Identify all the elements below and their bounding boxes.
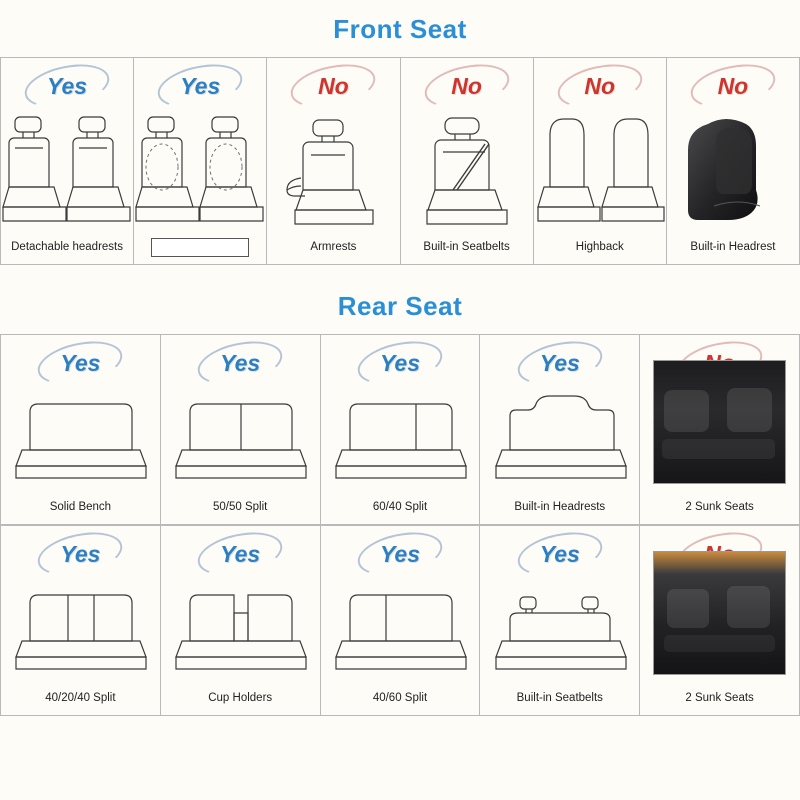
rear-caption-6040-split: 60/40 Split bbox=[372, 501, 428, 513]
bench-5050-icon bbox=[170, 390, 310, 490]
rear-caption-built-in-seatbelts: Built-in Seatbelts bbox=[516, 692, 603, 704]
verdict-badge bbox=[197, 534, 283, 574]
bench-6040-icon bbox=[330, 390, 470, 490]
verdict-label: Yes bbox=[539, 349, 580, 376]
rear-art-4060-split bbox=[321, 526, 480, 681]
seat-built-in-seatbelt-icon bbox=[407, 110, 527, 230]
bench-built-in-seatbelts-icon bbox=[490, 581, 630, 681]
rear-art-6040-split bbox=[321, 335, 480, 490]
verdict-ring-icon bbox=[354, 335, 446, 392]
rear-art-402040-split bbox=[1, 526, 160, 681]
verdict-label: Yes bbox=[220, 349, 261, 376]
seat-pair-highback-icon bbox=[534, 105, 666, 230]
verdict-badge bbox=[157, 66, 243, 106]
front-caption-built-in-seatbelts: Built-in Seatbelts bbox=[423, 241, 510, 253]
verdict-ring-icon bbox=[194, 335, 286, 392]
verdict-label: No bbox=[451, 72, 482, 99]
rear-seat-grid-row2 bbox=[0, 525, 800, 716]
rear-cell-4060-split[interactable] bbox=[321, 526, 481, 716]
verdict-badge bbox=[517, 534, 603, 574]
bench-cup-holders-icon bbox=[170, 581, 310, 681]
rear-seat-title: Rear Seat bbox=[337, 291, 463, 321]
front-caption-built-in-headrest: Built-in Headrest bbox=[690, 241, 776, 253]
front-art-airbag bbox=[134, 58, 266, 230]
verdict-badge bbox=[357, 343, 443, 383]
verdict-ring-icon bbox=[514, 526, 606, 583]
verdict-ring-icon bbox=[194, 526, 286, 583]
verdict-label: Yes bbox=[47, 72, 88, 99]
verdict-ring-icon bbox=[687, 58, 779, 115]
rear-caption-built-in-headrests: Built-in Headrests bbox=[514, 501, 606, 513]
verdict-label: Yes bbox=[379, 540, 421, 567]
rear-cell-6040-split[interactable] bbox=[321, 335, 481, 525]
verdict-label: Yes bbox=[60, 349, 101, 376]
verdict-label: No bbox=[584, 72, 616, 99]
photo-dark-seat bbox=[678, 110, 788, 230]
verdict-label: No bbox=[717, 72, 749, 99]
verdict-badge bbox=[290, 66, 376, 106]
rear-cell-2-sunk-seats-2[interactable] bbox=[640, 526, 800, 716]
rear-caption-solid-bench: Solid Bench bbox=[49, 501, 112, 513]
front-art-armrests bbox=[267, 58, 399, 230]
front-art-highback bbox=[534, 58, 666, 230]
verdict-badge bbox=[37, 343, 123, 383]
rear-caption-2-sunk-seats-2: 2 Sunk Seats bbox=[685, 692, 754, 704]
rear-cell-built-in-seatbelts[interactable] bbox=[480, 526, 640, 716]
rear-cell-5050-split[interactable] bbox=[161, 335, 321, 525]
rear-seat-grid-row1 bbox=[0, 334, 800, 525]
rear-caption-4060-split: 40/60 Split bbox=[372, 692, 428, 704]
bench-402040-icon bbox=[10, 581, 150, 681]
rear-art-solid-bench bbox=[1, 335, 160, 490]
rear-cell-cup-holders[interactable] bbox=[161, 526, 321, 716]
verdict-label: No bbox=[318, 72, 349, 99]
rear-caption-2-sunk-seats-1: 2 Sunk Seats bbox=[685, 501, 754, 513]
verdict-badge bbox=[197, 343, 283, 383]
verdict-ring-icon bbox=[420, 58, 512, 115]
bench-solid-icon bbox=[10, 390, 150, 490]
photo-rear-car-2 bbox=[653, 551, 786, 675]
verdict-badge bbox=[37, 534, 123, 574]
front-art-detachable-headrests bbox=[1, 58, 133, 230]
verdict-label: Yes bbox=[539, 540, 580, 567]
verdict-badge bbox=[24, 66, 110, 106]
rear-caption-cup-holders: Cup Holders bbox=[208, 692, 273, 704]
verdict-badge bbox=[424, 66, 510, 106]
front-cell-built-in-seatbelts[interactable] bbox=[401, 58, 534, 265]
bench-4060-icon bbox=[330, 581, 470, 681]
rear-art-5050-split bbox=[161, 335, 320, 490]
front-art-built-in-seatbelts bbox=[401, 58, 533, 230]
verdict-label: Yes bbox=[379, 349, 421, 376]
bench-built-in-headrests-icon bbox=[490, 390, 630, 490]
rear-caption-402040-split: 40/20/40 Split bbox=[45, 692, 116, 704]
verdict-ring-icon bbox=[354, 526, 446, 583]
front-cell-highback[interactable] bbox=[534, 58, 667, 265]
rear-caption-5050-split: 50/50 Split bbox=[213, 501, 268, 513]
rear-cell-402040-split[interactable] bbox=[1, 526, 161, 716]
seat-armrest-icon bbox=[273, 110, 393, 230]
rear-cell-solid-bench[interactable] bbox=[1, 335, 161, 525]
rear-cell-2-sunk-seats-1[interactable] bbox=[640, 335, 800, 525]
verdict-badge bbox=[357, 534, 443, 574]
photo-rear-car-1 bbox=[653, 360, 786, 484]
verdict-ring-icon bbox=[34, 526, 126, 583]
verdict-ring-icon bbox=[34, 335, 126, 392]
verdict-badge bbox=[517, 343, 603, 383]
blank-label-box bbox=[151, 238, 249, 257]
front-caption-detachable-headrests: Detachable headrests bbox=[11, 241, 124, 253]
front-caption-highback: Highback bbox=[575, 241, 624, 253]
rear-art-2-sunk-seats-2 bbox=[640, 526, 799, 681]
seat-pair-airbag-icon bbox=[134, 105, 266, 230]
front-caption-armrests: Armrests bbox=[310, 241, 357, 253]
verdict-label: Yes bbox=[220, 540, 261, 567]
verdict-badge bbox=[690, 66, 776, 106]
rear-art-2-sunk-seats-1 bbox=[640, 335, 799, 490]
rear-art-built-in-headrests bbox=[480, 335, 639, 490]
seat-pair-detachable-icon bbox=[1, 105, 133, 230]
front-cell-detachable-headrests[interactable] bbox=[1, 58, 134, 265]
front-cell-built-in-headrest[interactable] bbox=[667, 58, 800, 265]
front-seat-title: Front Seat bbox=[333, 14, 467, 44]
front-cell-armrests[interactable] bbox=[267, 58, 400, 265]
front-art-built-in-headrest bbox=[667, 58, 799, 230]
rear-cell-built-in-headrests[interactable] bbox=[480, 335, 640, 525]
verdict-ring-icon bbox=[287, 58, 379, 115]
verdict-label: Yes bbox=[60, 540, 101, 567]
verdict-badge bbox=[557, 66, 643, 106]
section-divider bbox=[0, 265, 800, 277]
front-cell-airbag[interactable] bbox=[134, 58, 267, 265]
verdict-ring-icon bbox=[514, 335, 606, 392]
front-caption-airbag bbox=[134, 230, 266, 264]
rear-art-cup-holders bbox=[161, 526, 320, 681]
verdict-label: Yes bbox=[180, 72, 221, 99]
front-seat-grid bbox=[0, 57, 800, 265]
rear-art-built-in-seatbelts bbox=[480, 526, 639, 681]
